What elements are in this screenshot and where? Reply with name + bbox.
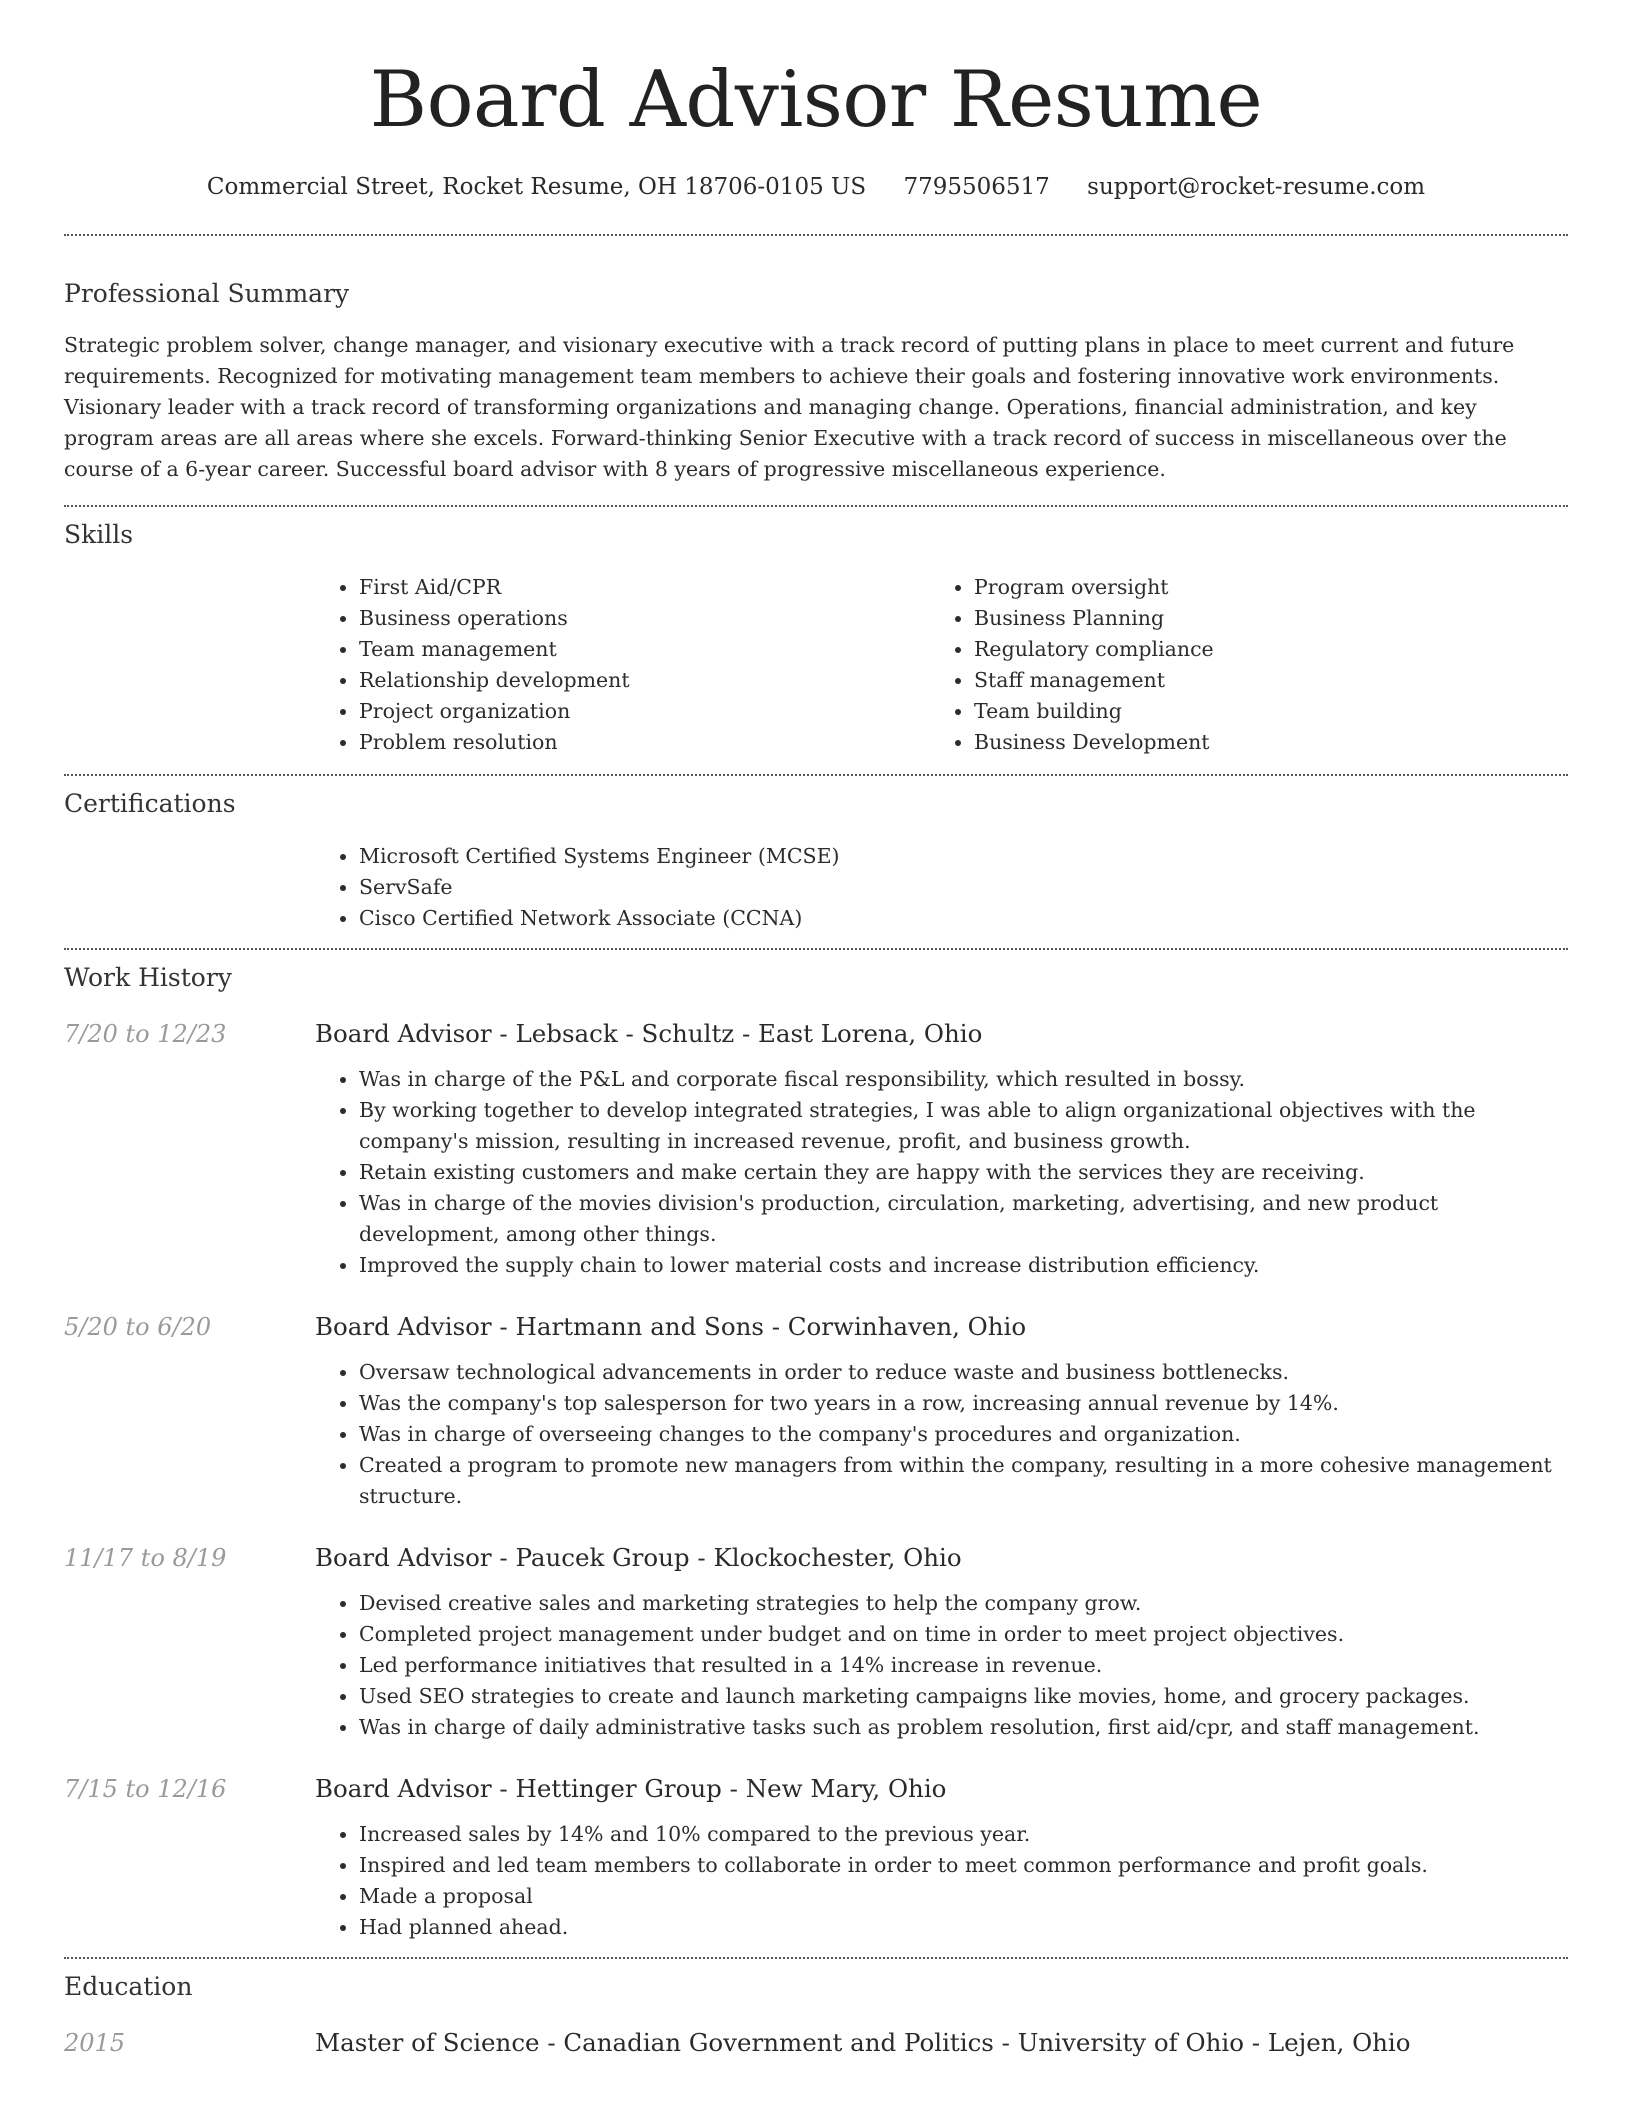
skill-item: • Business Development	[974, 727, 1545, 758]
job-bullet: • Was in charge of the P&L and corporate fiscal responsibility, which resulted in bossy.	[359, 1064, 1568, 1095]
job-bullets	[315, 1588, 1568, 1743]
job-bullets	[315, 1357, 1568, 1512]
education-title: Master of Science - Canadian Government and Politics - University of Ohio - Lejen, Ohio	[315, 2028, 1411, 2057]
job-bullet: • Used SEO strategies to create and launch marketing campaigns like movies, home, and grocery packages.	[359, 1681, 1568, 1712]
skills-column-left	[315, 572, 930, 758]
job-bullet: • Inspired and led team members to collaborate in order to meet common performance and profit goals.	[359, 1850, 1568, 1881]
certifications-list	[315, 841, 1568, 934]
job-title: Board Advisor - Paucek Group - Klockochester, Ohio	[315, 1543, 962, 1572]
certification-item: • Microsoft Certified Systems Engineer (MCSE)	[359, 841, 1568, 872]
job-bullet: • Completed project management under budget and on time in order to meet project objectives.	[359, 1619, 1568, 1650]
skill-item: • Project organization	[359, 696, 930, 727]
certifications-divider	[64, 948, 1568, 950]
summary-heading: Professional Summary	[64, 279, 350, 308]
summary-text: Strategic problem solver, change manager, and visionary executive with a track record of putting plans in place to meet current and future requirements. Recognized for motivating management team members to achieve their goals and fostering innovative work environments. Visionary leader with a track record of transforming organizations and managing change. Operations, financial administration, and key program areas are all areas where she excels. Forward-thinking Senior Executive with a track record of success in miscellaneous over the course of a 6-year career. Successful board advisor with 8 years of progressive miscellaneous experience.	[64, 333, 1515, 481]
skill-item: • First Aid/CPR	[359, 572, 930, 603]
job-bullet: • Was in charge of overseeing changes to the company's procedures and organization.	[359, 1419, 1568, 1450]
summary-section	[64, 276, 1568, 485]
work-history-section	[64, 960, 1568, 1943]
job-title: Board Advisor - Hettinger Group - New Mary, Ohio	[315, 1774, 947, 1803]
skill-item: • Team management	[359, 634, 930, 665]
job-bullet: • Was the company's top salesperson for two years in a row, increasing annual revenue by 14%.	[359, 1388, 1568, 1419]
skill-item: • Program oversight	[974, 572, 1545, 603]
education-section	[64, 1969, 1568, 2061]
skill-item: • Business Planning	[974, 603, 1545, 634]
job-dates: 7/20 to 12/23	[64, 1020, 227, 1048]
contact-address: Commercial Street, Rocket Resume, OH 18706-0105 US	[206, 174, 867, 200]
job-bullet: • Created a program to promote new managers from within the company, resulting in a more cohesive management structure.	[359, 1450, 1568, 1512]
job-bullet: • Was in charge of the movies division's production, circulation, marketing, advertising, and new product development, among other things.	[359, 1188, 1568, 1250]
job-bullet: • Increased sales by 14% and 10% compared to the previous year.	[359, 1819, 1568, 1850]
job-bullet: • Made a proposal	[359, 1881, 1568, 1912]
job-bullets	[315, 1064, 1568, 1281]
contact-phone: 7795506517	[903, 174, 1050, 200]
job-dates: 5/20 to 6/20	[64, 1313, 212, 1341]
resume-page	[64, 0, 1568, 2061]
skill-item: • Staff management	[974, 665, 1545, 696]
job-entry	[64, 1309, 1568, 1512]
skill-item: • Team building	[974, 696, 1545, 727]
certifications-heading: Certifications	[64, 789, 236, 818]
skills-column-right	[930, 572, 1545, 758]
certification-item: • ServSafe	[359, 872, 1568, 903]
education-dates: 2015	[64, 2029, 126, 2057]
skills-heading: Skills	[64, 520, 134, 549]
job-title: Board Advisor - Hartmann and Sons - Corwinhaven, Ohio	[315, 1312, 1027, 1341]
summary-divider	[64, 505, 1568, 507]
skill-item: • Relationship development	[359, 665, 930, 696]
work-history-heading: Work History	[64, 963, 232, 992]
work-history-divider	[64, 1957, 1568, 1959]
job-bullet: • By working together to develop integrated strategies, I was able to align organizational objectives with the company's mission, resulting in increased revenue, profit, and business growth.	[359, 1095, 1568, 1157]
skill-item: • Regulatory compliance	[974, 634, 1545, 665]
education-heading: Education	[64, 1972, 193, 2001]
job-entry	[64, 1016, 1568, 1281]
contact-email: support@rocket-resume.com	[1087, 174, 1426, 200]
job-bullet: • Oversaw technological advancements in order to reduce waste and business bottlenecks.	[359, 1357, 1568, 1388]
job-entry	[64, 1540, 1568, 1743]
job-bullet: • Had planned ahead.	[359, 1912, 1568, 1943]
job-bullet: • Was in charge of daily administrative tasks such as problem resolution, first aid/cpr, and staff management.	[359, 1712, 1568, 1743]
certifications-section	[64, 786, 1568, 934]
job-dates: 7/15 to 12/16	[64, 1775, 227, 1803]
job-bullet: • Led performance initiatives that resulted in a 14% increase in revenue.	[359, 1650, 1568, 1681]
skills-list	[315, 572, 1568, 758]
skill-item: • Business operations	[359, 603, 930, 634]
job-bullet: • Improved the supply chain to lower material costs and increase distribution efficiency.	[359, 1250, 1568, 1281]
header-divider	[64, 234, 1568, 236]
job-bullets	[315, 1819, 1568, 1943]
certification-item: • Cisco Certified Network Associate (CCNA)	[359, 903, 1568, 934]
job-bullet: • Retain existing customers and make certain they are happy with the services they are receiving.	[359, 1157, 1568, 1188]
skills-divider	[64, 774, 1568, 776]
job-title: Board Advisor - Lebsack - Schultz - East Lorena, Ohio	[315, 1019, 983, 1048]
skill-item: • Problem resolution	[359, 727, 930, 758]
job-entry	[64, 1771, 1568, 1943]
education-entry	[64, 2025, 1568, 2061]
skills-section	[64, 517, 1568, 758]
resume-title: Board Advisor Resume	[369, 55, 1263, 145]
job-bullet: • Devised creative sales and marketing strategies to help the company grow.	[359, 1588, 1568, 1619]
job-dates: 11/17 to 8/19	[64, 1544, 227, 1572]
contact-line	[64, 170, 1568, 204]
